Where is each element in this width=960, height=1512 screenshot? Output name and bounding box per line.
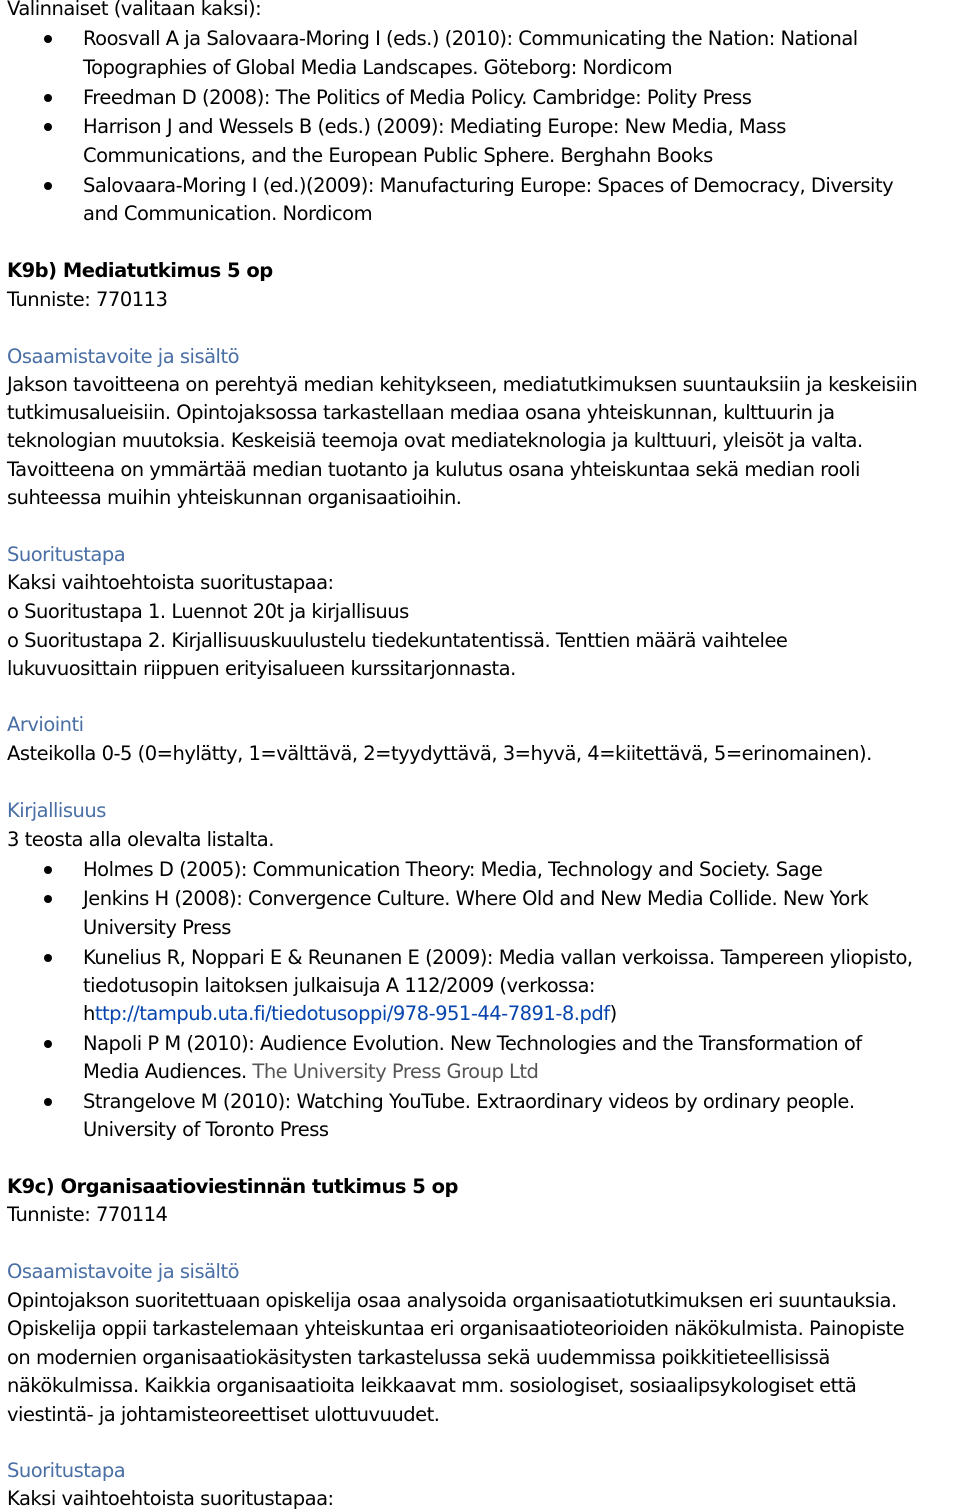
link-suffix: ) bbox=[609, 1002, 617, 1025]
tampub-link[interactable]: ttp://tampub.uta.fi/tiedotusoppi/978-951-44-7891-8.pdf bbox=[94, 1002, 610, 1025]
paragraph-line: Opiskelija oppii tarkastelemaan yhteiskuntaa eri organisaatioteorioiden näkökulmista. Painopiste bbox=[7, 1317, 905, 1340]
paragraph-line: suhteessa muihin yhteiskunnan organisaatioihin. bbox=[7, 486, 462, 509]
paragraph-line: tutkimusalueisiin. Opintojaksossa tarkastellaan mediaa osana yhteiskunnan, kulttuurin ja bbox=[7, 401, 835, 424]
bullet-icon bbox=[44, 954, 52, 962]
section-heading-goals: Osaamistavoite ja sisältö bbox=[7, 345, 240, 368]
bullet-icon bbox=[44, 1098, 52, 1106]
list-item: Kunelius R, Noppari E & Reunanen E (2009): Media vallan verkoissa. Tampereen yliopisto, bbox=[83, 946, 913, 969]
section-heading-literature: Kirjallisuus bbox=[7, 799, 106, 822]
paragraph-line: teknologian muutoksia. Keskeisiä teemoja ovat mediateknologia ja kulttuuri, yleisöt ja valta. bbox=[7, 429, 863, 452]
paragraph-line: lukuvuosittain riippuen erityisalueen kurssitarjonnasta. bbox=[7, 657, 516, 680]
course-id: Tunniste: 770114 bbox=[7, 1203, 168, 1226]
list-item: Salovaara-Moring I (ed.)(2009): Manufacturing Europe: Spaces of Democracy, Diversity bbox=[83, 174, 894, 197]
link-prefix: h bbox=[83, 1002, 95, 1025]
list-item: Topographies of Global Media Landscapes. Göteborg: Nordicom bbox=[83, 56, 673, 79]
bullet-icon bbox=[44, 94, 52, 102]
publisher-name: The University Press Group Ltd bbox=[252, 1060, 539, 1083]
bullet-icon bbox=[44, 123, 52, 131]
paragraph-line: o Suoritustapa 2. Kirjallisuuskuulustelu tiedekuntatentissä. Tenttien määrä vaihtelee bbox=[7, 629, 788, 652]
course-title: K9b) Mediatutkimus 5 op bbox=[7, 259, 273, 282]
list-item: Napoli P M (2010): Audience Evolution. New Technologies and the Transformation of bbox=[83, 1032, 862, 1055]
grading-text: Asteikolla 0-5 (0=hylätty, 1=välttävä, 2=tyydyttävä, 3=hyvä, 4=kiitettävä, 5=erinomainen). bbox=[7, 742, 872, 765]
list-item: Harrison J and Wessels B (eds.) (2009): Mediating Europe: New Media, Mass bbox=[83, 115, 786, 138]
paragraph-line: Opintojakson suoritettuaan opiskelija osaa analysoida organisaatiotutkimuksen eri suuntauksia. bbox=[7, 1289, 897, 1312]
list-item: Freedman D (2008): The Politics of Media Policy. Cambridge: Polity Press bbox=[83, 86, 752, 109]
bullet-icon bbox=[44, 182, 52, 190]
list-item: Holmes D (2005): Communication Theory: Media, Technology and Society. Sage bbox=[83, 858, 823, 881]
list-item: Communications, and the European Public Sphere. Berghahn Books bbox=[83, 144, 713, 167]
list-item bbox=[83, 1057, 538, 1086]
paragraph-line: viestintä- ja johtamisteoreettiset ulottuvuudet. bbox=[7, 1403, 440, 1426]
course-title: K9c) Organisaatioviestinnän tutkimus 5 op bbox=[7, 1175, 458, 1198]
paragraph-line: näkökulmissa. Kaikkia organisaatioita leikkaavat mm. sosiologiset, sosiaalipsykologiset että bbox=[7, 1374, 857, 1397]
list-item bbox=[83, 999, 617, 1028]
paragraph-line: Jakson tavoitteena on perehtyä median kehitykseen, mediatutkimuksen suuntauksiin ja keskeisiin bbox=[7, 373, 918, 396]
paragraph-line: on modernien organisaatiokäsitysten tarkastelussa sekä uudemmissa poikkitieteellisissä bbox=[7, 1346, 830, 1369]
paragraph-line: Kaksi vaihtoehtoista suoritustapaa: bbox=[7, 571, 334, 594]
list-item: Roosvall A ja Salovaara-Moring I (eds.) (2010): Communicating the Nation: National bbox=[83, 27, 858, 50]
paragraph-line: Kaksi vaihtoehtoista suoritustapaa: bbox=[7, 1487, 334, 1510]
list-item-text: Media Audiences. bbox=[83, 1060, 247, 1083]
section-heading-grading: Arviointi bbox=[7, 713, 84, 736]
list-item: Jenkins H (2008): Convergence Culture. Where Old and New Media Collide. New York bbox=[83, 887, 869, 910]
bullet-icon bbox=[44, 866, 52, 874]
list-item: University of Toronto Press bbox=[83, 1118, 329, 1141]
paragraph-line: Tavoitteena on ymmärtää median tuotanto ja kulutus osana yhteiskuntaa sekä median rooli bbox=[7, 458, 860, 481]
intro-heading: Valinnaiset (valitaan kaksi): bbox=[7, 0, 262, 20]
section-heading-goals: Osaamistavoite ja sisältö bbox=[7, 1260, 240, 1283]
section-heading-completion: Suoritustapa bbox=[7, 543, 126, 566]
list-item: and Communication. Nordicom bbox=[83, 202, 373, 225]
bullet-icon bbox=[44, 35, 52, 43]
paragraph-line: o Suoritustapa 1. Luennot 20t ja kirjallisuus bbox=[7, 600, 409, 623]
bullet-icon bbox=[44, 1040, 52, 1048]
list-item: University Press bbox=[83, 916, 231, 939]
course-id: Tunniste: 770113 bbox=[7, 288, 168, 311]
list-item: tiedotusopin laitoksen julkaisuja A 112/2009 (verkossa: bbox=[83, 974, 595, 997]
literature-intro: 3 teosta alla olevalta listalta. bbox=[7, 828, 274, 851]
list-item: Strangelove M (2010): Watching YouTube. Extraordinary videos by ordinary people. bbox=[83, 1090, 855, 1113]
section-heading-completion: Suoritustapa bbox=[7, 1459, 126, 1482]
bullet-icon bbox=[44, 895, 52, 903]
